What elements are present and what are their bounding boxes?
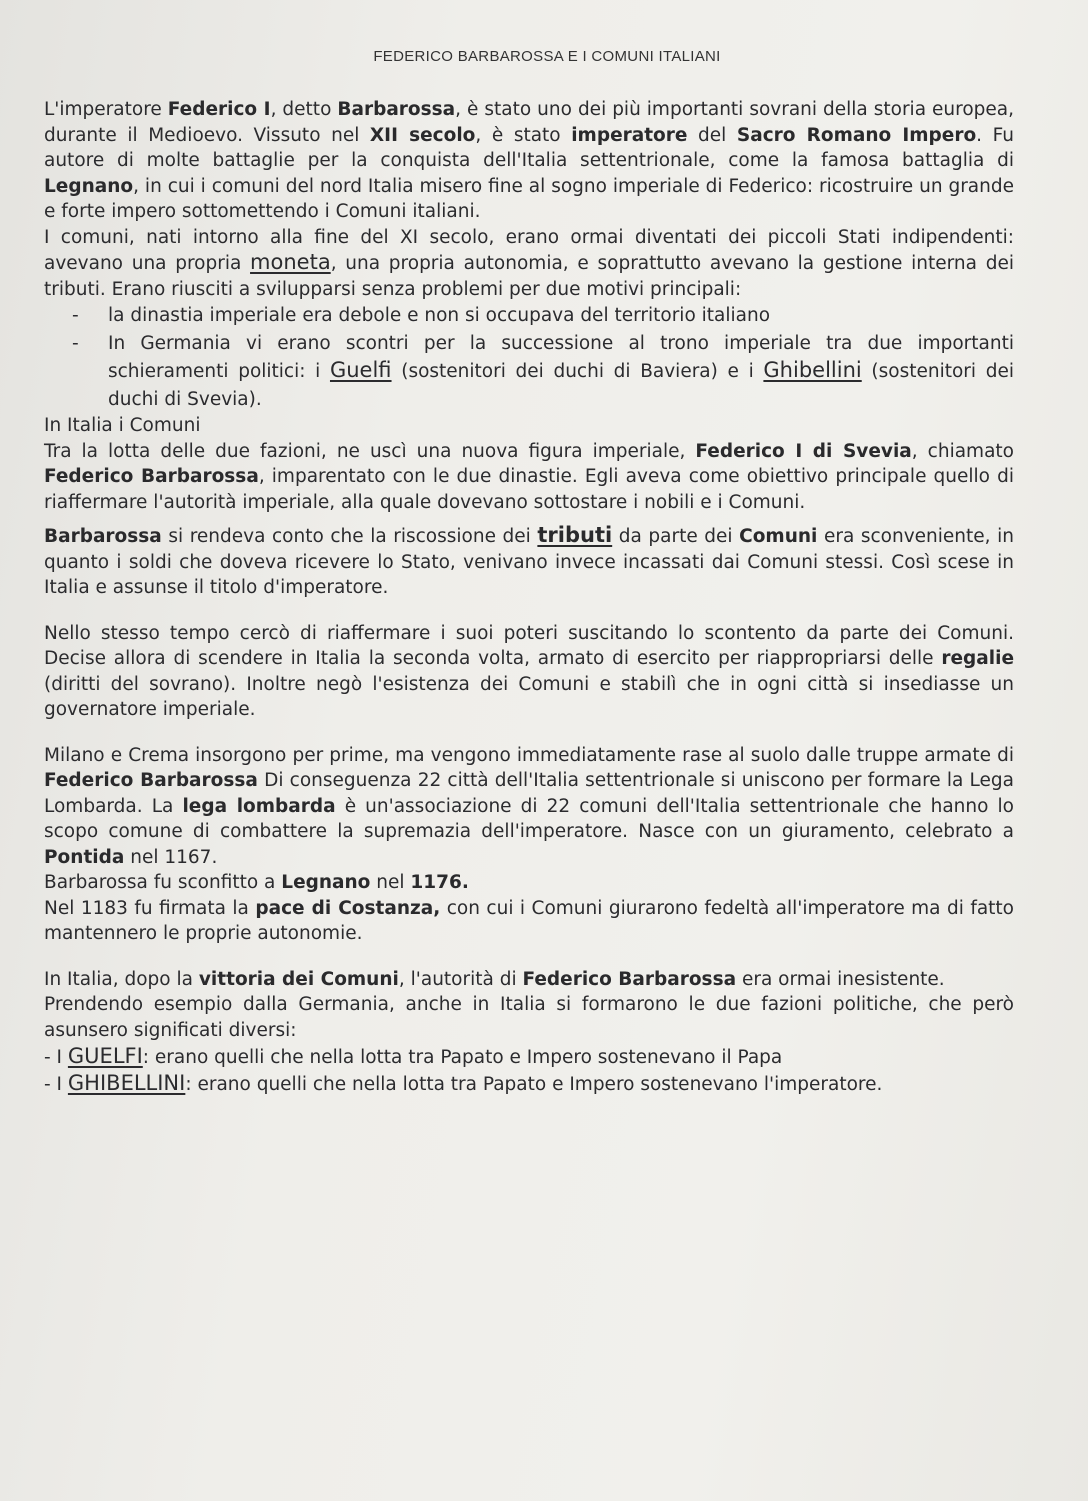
subheading-line: In Italia i Comuni (44, 415, 201, 436)
paragraph-vittoria: In Italia, dopo la vittoria dei Comuni, l'autorità di Federico Barbarossa era ormai inesistente. (44, 968, 945, 990)
paragraph-federico-svevia: Tra la lotta delle due fazioni, ne uscì una nuova figura imperiale, Federico I di Svevia, chiamato Federico Barbarossa, imparentato con le due dinastie. Egli aveva come obiettivo principale quello di riaffermare l'autorità imperiale, alla quale dovevano sottostare i nobili e i Comuni. (44, 440, 1014, 513)
paragraph-regalie: Nello stesso tempo cercò di riaffermare i suoi poteri suscitando lo scontento da parte dei Comuni. Decise allora di scendere in Italia la seconda volta, armato di esercito per riappropriarsi delle regalie (diritti del sovrano). Inoltre negò l'esistenza dei Comuni e stabilì che in ogni città si insediasse un governatore imperiale. (44, 622, 1014, 720)
paragraph-legnano: Barbarossa fu sconfitto a Legnano nel 1176. (44, 872, 469, 893)
faction-guelfi: - I GUELFI: erano quelli che nella lotta tra Papato e Impero sostenevano il Papa (44, 1044, 783, 1068)
paragraph-costanza: Nel 1183 fu firmata la pace di Costanza, con cui i Comuni giurarono fedeltà all'imperatore ma di fatto mantennero le proprie autonomie. (44, 897, 1014, 944)
paragraph-fazioni: Prendendo esempio dalla Germania, anche in Italia si formarono le due fazioni politiche, che però asunsero significati diversi: (44, 994, 1014, 1041)
list-item: - In Germania vi erano scontri per la successione al trono imperiale tra due importanti schieramenti politici: i Guelfi (sostenitori dei duchi di Baviera) e i Ghibellini (sostenitori dei duchi di Svevia). (108, 330, 1014, 414)
paragraph-comuni: I comuni, nati intorno alla fine del XI secolo, erano ormai diventati dei piccoli Stati indipendenti: avevano una propria moneta, una propria autonomia, e soprattutto avevano la gestione interna dei tributi. Erano riusciti a svilupparsi senza problemi per due motivi principali: (44, 226, 1014, 300)
paragraph-lega-lombarda: Milano e Crema insorgono per prime, ma vengono immediatamente rase al suolo dalle truppe armate di Federico Barbarossa Di conseguenza 22 città dell'Italia settentrionale si uniscono per formare la Lega Lombarda. La lega lombarda è un'associazione di 22 comuni dell'Italia settentrionale che hanno lo scopo comune di combattere la supremazia dell'imperatore. Nasce con un giuramento, celebrato a Pontida nel 1167. (44, 744, 1014, 868)
paragraph-intro: L'imperatore Federico I, detto Barbarossa, è stato uno dei più importanti sovrani della storia europea, durante il Medioevo. Vissuto nel XII secolo, è stato imperatore del Sacro Romano Impero. Fu autore di molte battaglie per la conquista dell'Italia settentrionale, come la famosa battaglia di Legnano, in cui i comuni del nord Italia misero fine al sogno imperiale di Federico: ricostruire un grande e forte impero sottomettendo i Comuni italiani. (44, 99, 1014, 222)
faction-ghibellini: - I GHIBELLINI: erano quelli che nella lotta tra Papato e Impero sostenevano l'imperatore. (44, 1071, 883, 1095)
paragraph-tributi: Barbarossa si rendeva conto che la riscossione dei tributi da parte dei Comuni era sconveniente, in quanto i soldi che doveva ricevere lo Stato, venivano invece incassati dai Comuni stessi. Così scese in Italia e assunse il titolo d'imperatore. (44, 523, 1014, 598)
reasons-list (44, 302, 1014, 413)
page-title: FEDERICO BARBAROSSA E I COMUNI ITALIANI (373, 48, 721, 65)
list-item: - la dinastia imperiale era debole e non si occupava del territorio italiano (108, 302, 1014, 330)
